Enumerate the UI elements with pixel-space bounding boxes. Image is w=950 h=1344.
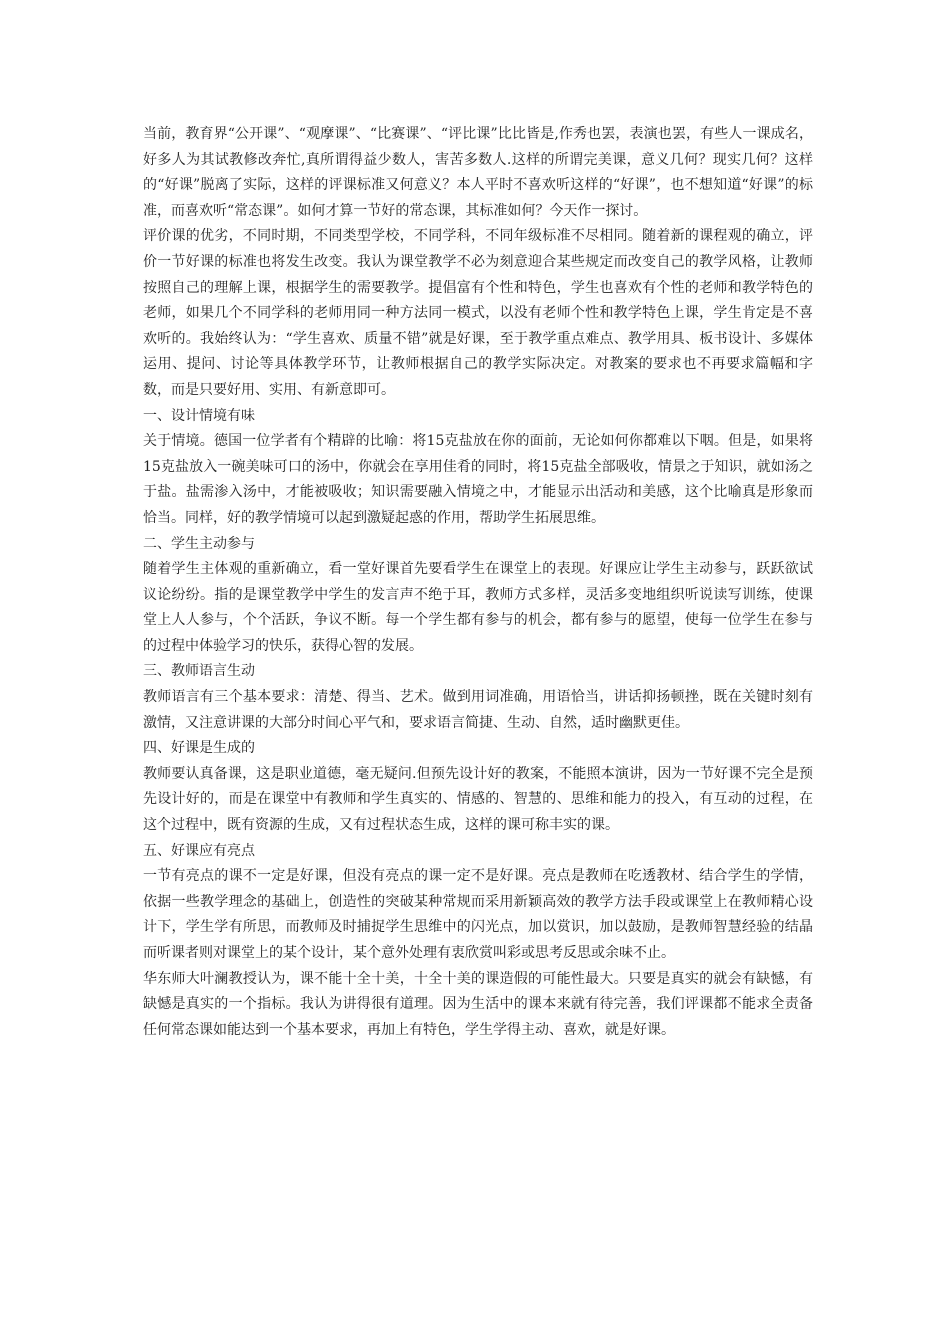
section-2-paragraph: 随着学生主体观的重新确立，看一堂好课首先要看学生在课堂上的表现。好课应让学生主动参与，跃跃欲试议论纷纷。指的是课堂教学中学生的发言声不绝于耳，教师方式多样，灵活多变地组织听说读写训练，使课堂上人人参与，个个活跃，争议不断。每一个学生都有参与的机会，都有参与的愿望，使每一位学生在参与的过程中体验学习的快乐，获得心智的发展。 (143, 561, 813, 654)
section-heading-5: 五、好课应有亮点 (143, 842, 255, 859)
conclusion-paragraph: 华东师大叶澜教授认为，课不能十全十美，十全十美的课造假的可能性最大。只要是真实的就会有缺憾，有缺憾是真实的一个指标。我认为讲得很有道理。因为生活中的课本来就有待完善，我们评课都不能求全责备任何常态课如能达到一个基本要求，再加上有特色，学生学得主动、喜欢，就是好课。 (143, 970, 813, 1038)
section-3-paragraph: 教师语言有三个基本要求：清楚、得当、艺术。做到用词准确，用语恰当，讲话抑扬顿挫，既在关键时刻有激情，又注意讲课的大部分时间心平气和，要求语言简捷、生动、自然，适时幽默更佳。 (143, 689, 813, 731)
document-body (143, 122, 813, 1043)
section-heading-1: 一、设计情境有味 (143, 407, 255, 424)
section-4-paragraph: 教师要认真备课，这是职业道德，毫无疑问.但预先设计好的教案，不能照本演讲，因为一节好课不完全是预先设计好的，而是在课堂中有教师和学生真实的、情感的、智慧的、思维和能力的投入，有互动的过程，在这个过程中，既有资源的生成，又有过程状态生成，这样的课可称丰实的课。 (143, 765, 813, 834)
section-1-paragraph: 关于情境。德国一位学者有个精辟的比喻：将15克盐放在你的面前，无论如何你都难以下咽。但是，如果将15克盐放入一碗美味可口的汤中，你就会在享用佳肴的同时，将15克盐全部吸收，情景之于知识，就如汤之于盐。盐需渗入汤中，才能被吸收；知识需要融入情境之中，才能显示出活动和美感，这个比喻真是形象而恰当。同样，好的教学情境可以起到激疑起惑的作用，帮助学生拓展思维。 (143, 433, 813, 526)
section-heading-2: 二、学生主动参与 (143, 535, 255, 552)
intro-paragraph: 当前，教育界“公开课”、“观摩课”、“比赛课”、“评比课”比比皆是,作秀也罢，表演也罢，有些人一课成名，好多人为其试教修改奔忙,真所谓得益少数人，害苦多数人.这样的所谓完美课，意义几何？现实几何？这样的“好课”脱离了实际，这样的评课标准又何意义？本人平时不喜欢听这样的“好课”，也不想知道“好课”的标准，而喜欢听“常态课”。如何才算一节好的常态课，其标准如何？今天作一探讨。 (143, 126, 813, 219)
evaluation-paragraph: 评价课的优劣，不同时期，不同类型学校，不同学科，不同年级标准不尽相同。随着新的课程观的确立，评价一节好课的标准也将发生改变。我认为课堂教学不必为刻意迎合某些规定而改变自己的教学风格，让教师按照自己的理解上课，根据学生的需要教学。提倡富有个性和特色，学生也喜欢有个性的老师和教学特色的老师，如果几个不同学科的老师用同一种方法同一模式，以没有老师个性和教学特色上课，学生肯定是不喜欢听的。我始终认为：“学生喜欢、质量不错”就是好课，至于教学重点难点、教学用具、板书设计、多媒体运用、提问、讨论等具体教学环节，让教师根据自己的教学实际决定。对教案的要求也不再要求篇幅和字数，而是只要好用、实用、有新意即可。 (143, 228, 813, 398)
section-heading-4: 四、好课是生成的 (143, 740, 255, 757)
section-5-paragraph: 一节有亮点的课不一定是好课，但没有亮点的课一定不是好课。亮点是教师在吃透教材、结合学生的学情，依据一些教学理念的基础上，创造性的突破某种常规而采用新颖高效的教学方法手段或课堂上在教师精心设计下，学生学有所思，而教师及时捕捉学生思维中的闪光点，加以赏识，加以鼓励，是教师智慧经验的结晶而听课者则对课堂上的某个设计，某个意外处理有衷欣赏叫彩或思考反思或余味不止。 (143, 868, 813, 961)
section-heading-3: 三、教师语言生动 (143, 663, 255, 680)
